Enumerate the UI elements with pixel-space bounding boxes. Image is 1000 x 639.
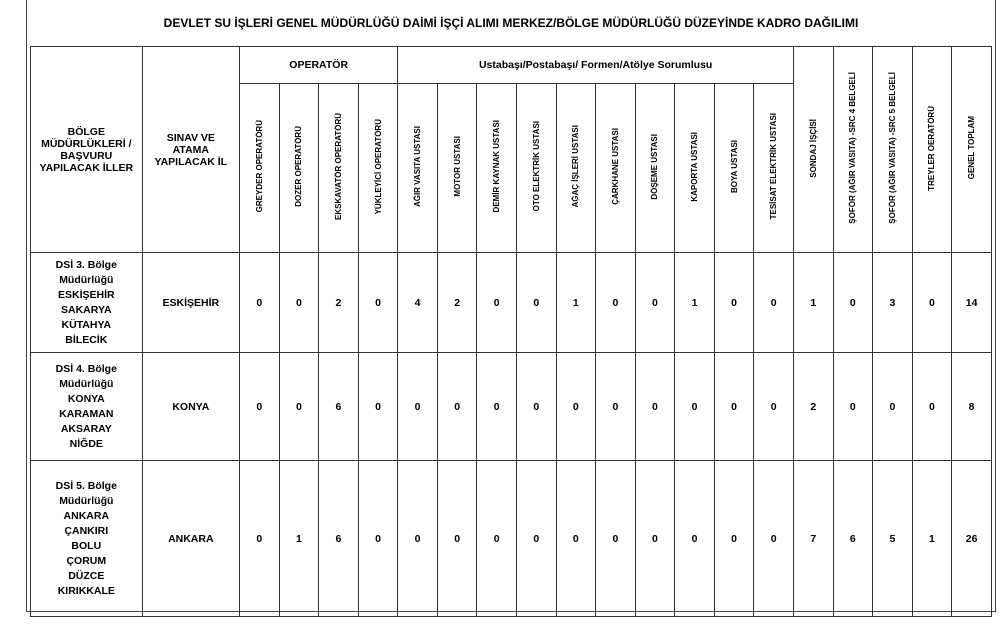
city-cell: KONYA bbox=[142, 353, 239, 461]
value-cell: 0 bbox=[714, 353, 754, 461]
region-cell bbox=[31, 461, 143, 617]
region-line: Müdürlüğü bbox=[59, 377, 114, 390]
region-line: BİLECİK bbox=[65, 333, 108, 346]
region-line: SAKARYA bbox=[61, 303, 112, 316]
value-cell: 0 bbox=[754, 461, 794, 617]
region-line: ÇANKIRI bbox=[64, 524, 109, 537]
region-line: Müdürlüğü bbox=[59, 273, 114, 286]
region-line: KÜTAHYA bbox=[61, 318, 112, 331]
region-line: Müdürlüğü bbox=[59, 494, 114, 507]
region-line: BOLU bbox=[71, 539, 102, 552]
value-cell: 2 bbox=[437, 253, 477, 353]
value-cell: 0 bbox=[358, 353, 398, 461]
value-cell: 0 bbox=[754, 253, 794, 353]
value-cell: 2 bbox=[793, 353, 833, 461]
value-cell: 0 bbox=[556, 461, 596, 617]
value-cell: 0 bbox=[477, 353, 517, 461]
header-col-5: AĞIR VASITA USTASI bbox=[398, 84, 438, 253]
value-cell: 3 bbox=[873, 253, 913, 353]
table-row bbox=[31, 353, 992, 461]
value-cell: 0 bbox=[833, 253, 873, 353]
region-line: DÜZCE bbox=[68, 569, 105, 582]
total-cell: 26 bbox=[952, 461, 992, 617]
value-cell: 0 bbox=[398, 461, 438, 617]
region-line: ESKİŞEHİR bbox=[58, 288, 115, 301]
header-col-15: SONDAJ İŞÇİSİ bbox=[793, 47, 833, 253]
value-cell: 6 bbox=[833, 461, 873, 617]
value-cell: 2 bbox=[319, 253, 359, 353]
value-cell: 0 bbox=[358, 461, 398, 617]
value-cell: 0 bbox=[358, 253, 398, 353]
header-col-14: TESİSAT ELEKTRİK USTASI bbox=[754, 84, 794, 253]
value-cell: 0 bbox=[437, 461, 477, 617]
region-line: KIRIKKALE bbox=[57, 584, 115, 597]
value-cell: 4 bbox=[398, 253, 438, 353]
header-col-19: GENEL TOPLAM bbox=[952, 47, 992, 253]
value-cell: 0 bbox=[596, 461, 636, 617]
value-cell: 0 bbox=[477, 253, 517, 353]
value-cell: 6 bbox=[319, 461, 359, 617]
table-row bbox=[31, 461, 992, 617]
value-cell: 1 bbox=[279, 461, 319, 617]
value-cell: 0 bbox=[279, 253, 319, 353]
value-cell: 0 bbox=[517, 253, 557, 353]
region-line: AKSARAY bbox=[60, 422, 112, 435]
region-line: NİĞDE bbox=[69, 437, 103, 450]
city-cell: ESKİŞEHİR bbox=[142, 253, 239, 353]
header-col-17: ŞOFÖR (AĞIR VASITA) -SRC 5 BELGELİ bbox=[873, 47, 913, 253]
document-title: DEVLET SU İŞLERİ GENEL MÜDÜRLÜĞÜ DAİMİ İŞÇİ ALIMI MERKEZ/BÖLGE MÜDÜRLÜĞÜ DÜZEYİNDE KADRO DAĞILIMI bbox=[163, 16, 859, 30]
header-region: BÖLGE MÜDÜRLÜKLERİ / BAŞVURU YAPILACAK İLLER bbox=[31, 47, 143, 253]
value-cell: 0 bbox=[240, 461, 280, 617]
value-cell: 6 bbox=[319, 353, 359, 461]
total-cell: 8 bbox=[952, 353, 992, 461]
value-cell: 0 bbox=[240, 353, 280, 461]
table-row bbox=[31, 253, 992, 353]
region-line: DSİ 3. Bölge bbox=[55, 258, 117, 271]
header-col-9: AĞAÇ İŞLERİ USTASI bbox=[556, 84, 596, 253]
value-cell: 0 bbox=[398, 353, 438, 461]
value-cell: 0 bbox=[675, 353, 715, 461]
value-cell: 0 bbox=[517, 461, 557, 617]
value-cell: 0 bbox=[675, 461, 715, 617]
value-cell: 0 bbox=[714, 253, 754, 353]
header-col-2: DOZER OPERATÖRÜ bbox=[279, 84, 319, 253]
value-cell: 0 bbox=[437, 353, 477, 461]
value-cell: 1 bbox=[912, 461, 952, 617]
document-sheet bbox=[26, 0, 996, 612]
header-col-10: ÇARKHANE USTASI bbox=[596, 84, 636, 253]
header-col-6: MOTOR USTASI bbox=[437, 84, 477, 253]
value-cell: 0 bbox=[635, 353, 675, 461]
region-line: DSİ 4. Bölge bbox=[55, 362, 117, 375]
header-col-7: DEMİR KAYNAK USTASI bbox=[477, 84, 517, 253]
value-cell: 0 bbox=[477, 461, 517, 617]
header-col-13: BOYA USTASI bbox=[714, 84, 754, 253]
value-cell: 0 bbox=[912, 253, 952, 353]
value-cell: 0 bbox=[635, 461, 675, 617]
value-cell: 0 bbox=[754, 353, 794, 461]
value-cell: 7 bbox=[793, 461, 833, 617]
value-cell: 0 bbox=[833, 353, 873, 461]
region-line: KARAMAN bbox=[59, 407, 114, 420]
header-col-11: DÖŞEME USTASI bbox=[635, 84, 675, 253]
region-cell bbox=[31, 353, 143, 461]
total-cell: 14 bbox=[952, 253, 992, 353]
value-cell: 5 bbox=[873, 461, 913, 617]
value-cell: 1 bbox=[793, 253, 833, 353]
value-cell: 0 bbox=[714, 461, 754, 617]
value-cell: 0 bbox=[873, 353, 913, 461]
header-col-3: EKSKAVATÖR OPERATÖRÜ bbox=[319, 84, 359, 253]
region-line: KONYA bbox=[67, 392, 105, 405]
header-col-18: TREYLER OERATÖRÜ bbox=[912, 47, 952, 253]
value-cell: 0 bbox=[635, 253, 675, 353]
header-group-operator: OPERATÖR bbox=[240, 47, 398, 84]
city-cell: ANKARA bbox=[142, 461, 239, 617]
value-cell: 0 bbox=[596, 253, 636, 353]
region-line: ANKARA bbox=[63, 509, 110, 522]
header-col-4: YÜKLEYİCİ OPERATÖRÜ bbox=[358, 84, 398, 253]
header-col-8: OTO ELEKTRİK USTASI bbox=[517, 84, 557, 253]
header-group-usta: Ustabaşı/Postabaşı/ Formen/Atölye Sorumlusu bbox=[398, 47, 794, 84]
value-cell: 0 bbox=[240, 253, 280, 353]
value-cell: 0 bbox=[912, 353, 952, 461]
header-col-16: ŞOFÖR (AĞIR VASITA) -SRC 4 BELGELİ bbox=[833, 47, 873, 253]
region-cell bbox=[31, 253, 143, 353]
value-cell: 0 bbox=[596, 353, 636, 461]
header-city: SINAV VE ATAMA YAPILACAK İL bbox=[142, 47, 239, 253]
header-col-12: KAPORTA USTASI bbox=[675, 84, 715, 253]
value-cell: 1 bbox=[556, 253, 596, 353]
staff-distribution-table bbox=[30, 46, 992, 617]
value-cell: 0 bbox=[556, 353, 596, 461]
header-col-1: GREYDER OPERATÖRÜ bbox=[240, 84, 280, 253]
value-cell: 0 bbox=[517, 353, 557, 461]
value-cell: 0 bbox=[279, 353, 319, 461]
region-line: DSİ 5. Bölge bbox=[55, 479, 117, 492]
value-cell: 1 bbox=[675, 253, 715, 353]
region-line: ÇORUM bbox=[66, 554, 107, 567]
